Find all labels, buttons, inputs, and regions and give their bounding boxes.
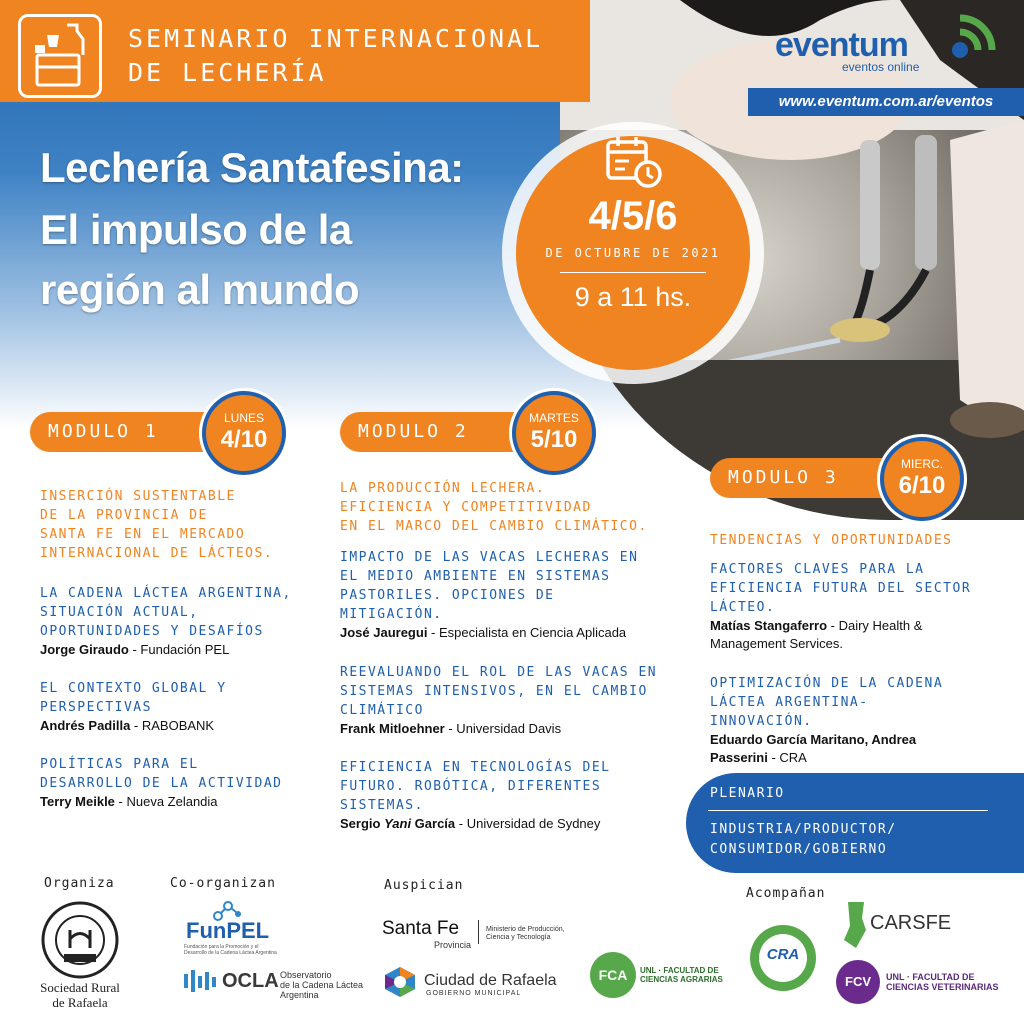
module-1-topic: INSERCIÓN SUSTENTABLE DE LA PROVINCIA DE SANTA FE EN EL MERCADO INTERNACIONAL DE LÁCTEOS. (40, 489, 274, 561)
organiza-label: Organiza (44, 876, 115, 891)
eventum-name: eventum (775, 26, 908, 64)
module-3-talk-1: FACTORES CLAVES PARA LA EFICIENCIA FUTURA DEL SECTOR LÁCTEO. Matías Stangaferro - Dairy Health & Management Services. (710, 562, 972, 651)
fca-logo: FCA (590, 952, 636, 998)
rafaela-subtitle: GOBIERNO MUNICIPAL (426, 990, 522, 997)
module-3-day: MIERC. (901, 457, 943, 471)
ocla-subtitle: Observatorio de la Cadena Láctea Argentina (280, 970, 364, 1000)
eventum-url-link[interactable]: www.eventum.com.ar/eventos (748, 88, 1024, 116)
speaker-name: José Jauregui (340, 625, 428, 640)
seminar-title-line2: DE LECHERÍA (128, 58, 327, 87)
speaker-name: Andrés Padilla (40, 718, 131, 733)
speaker-name-line2: Passerini (710, 750, 768, 765)
ocla-bars-icon (184, 970, 220, 992)
speaker-org: - RABOBANK (130, 718, 215, 733)
santa-fe-divider (478, 920, 479, 944)
wifi-signal-icon (940, 10, 1000, 70)
calendar-clock-icon (604, 134, 664, 190)
speaker-org: - Nueva Zelandia (114, 794, 218, 809)
santa-fe-logo: Santa Fe (382, 918, 460, 939)
module-3-talk-2: OPTIMIZACIÓN DE LA CADENA LÁCTEA ARGENTINA- INNOVACIÓN. Eduardo García Maritano, Andrea Passerini - CRA (710, 676, 944, 765)
module-2-talk-2: REEVALUANDO EL ROL DE LAS VACAS EN SISTEMAS INTENSIVOS, EN EL CAMBIO CLIMÁTICO Frank Mitloehner - Universidad Davis (340, 665, 658, 736)
speaker-name: Terry Meikle (40, 794, 115, 809)
main-title-line2: El impulso de la (40, 206, 352, 253)
santa-fe-ministerio: Ministerio de Producción, Ciencia y Tecnología (486, 926, 565, 941)
carsfe-province-icon (842, 900, 868, 950)
funpel-logo: FunPEL (186, 918, 270, 943)
sociedad-rural-name: Sociedad Rural de Rafaela (40, 980, 120, 1010)
speaker-org: - Universidad de Sydney (455, 816, 601, 831)
module-1-talk-3: POLÍTICAS PARA EL DESARROLLO DE LA ACTIVIDAD Terry Meikle - Nueva Zelandia (40, 757, 283, 809)
event-month: DE OCTUBRE DE 2021 (545, 246, 721, 260)
cra-logo: CRA (766, 946, 800, 963)
ocla-logo: OCLA (222, 970, 279, 992)
module-2-talk-3: EFICIENCIA EN TECNOLOGÍAS DEL FUTURO. ROBÓTICA, DIFERENTES SISTEMAS. Sergio Yani García - Universidad de Sydney (340, 760, 611, 831)
auspician-label: Auspician (384, 878, 464, 893)
speaker-org: - Especialista en Ciencia Aplicada (427, 625, 627, 640)
speaker-name: Sergio (340, 816, 385, 831)
speaker-org: - CRA (767, 750, 807, 765)
speaker-org: - Dairy Health & (827, 618, 923, 633)
module-3-date: 6/10 (898, 472, 946, 499)
module-3-badge (880, 437, 964, 521)
acompanan-label: Acompañan (746, 886, 826, 901)
module-3-topic: TENDENCIAS Y OPORTUNIDADES (710, 533, 953, 548)
speaker-surname: García (411, 816, 456, 831)
fcv-text: UNL · FACULTAD DE CIENCIAS VETERINARIAS (886, 972, 999, 992)
main-title-line3: región al mundo (40, 266, 360, 313)
eventum-tagline: eventos online (842, 60, 920, 74)
funpel-subtitle: Fundación para la Promoción y el Desarrollo de la Cadena Láctea Argentina (184, 944, 277, 956)
speaker-name-italic: Yani (384, 816, 412, 831)
module-1-badge (202, 391, 286, 475)
module-3-bar: MODULO 3 (710, 458, 950, 498)
speaker-org: - Fundación PEL (128, 642, 230, 657)
santa-fe-provincia: Provincia (434, 940, 472, 950)
module-2-date: 5/10 (530, 426, 578, 453)
speaker-org: - Universidad Davis (444, 721, 562, 736)
date-divider (560, 272, 706, 273)
coorganizan-label: Co-organizan (170, 876, 276, 891)
plenario-divider (708, 810, 988, 811)
speaker-org-line2: Management Services. (710, 636, 843, 651)
module-1-talk-1: LA CADENA LÁCTEA ARGENTINA, SITUACIÓN ACTUAL, OPORTUNIDADES Y DESAFÍOS Jorge Giraudo - Fundación PEL (40, 586, 292, 657)
main-title-line1: Lechería Santafesina: (40, 144, 464, 191)
fcv-logo: FCV (836, 960, 880, 1004)
speaker-name: Eduardo García Maritano, Andrea (710, 732, 917, 747)
module-1-talk-2: EL CONTEXTO GLOBAL Y PERSPECTIVAS Andrés Padilla - RABOBANK (40, 681, 227, 733)
sociedad-rural-seal-icon (40, 900, 120, 980)
module-1-date: 4/10 (220, 426, 268, 453)
seminar-title-line1: SEMINARIO INTERNACIONAL (128, 24, 544, 53)
module-2-topic: LA PRODUCCIÓN LECHERA. EFICIENCIA Y COMPETITIVIDAD EN EL MARCO DEL CAMBIO CLIMÁTICO. (340, 481, 648, 534)
milk-products-icon (18, 14, 102, 98)
rafaela-logo: Ciudad de Rafaela (424, 972, 557, 989)
module-2-bar: MODULO 2 (340, 412, 570, 452)
event-hours: 9 a 11 hs. (574, 282, 692, 312)
speaker-name: Matías Stangaferro (710, 618, 828, 633)
rafaela-hexagon-icon (382, 966, 418, 998)
module-2-talk-1: IMPACTO DE LAS VACAS LECHERAS EN EL MEDIO AMBIENTE EN SISTEMAS PASTORILES. OPCIONES DE MITIGACIÓN. José Jauregui - Especialista en Ciencia Aplicada (340, 550, 639, 640)
plenario-subjects: INDUSTRIA/PRODUCTOR/ CONSUMIDOR/GOBIERNO (710, 822, 897, 857)
speaker-name: Jorge Giraudo (40, 642, 129, 657)
module-1-bar: MODULO 1 (30, 412, 260, 452)
plenario-title: PLENARIO (710, 786, 785, 801)
speaker-name: Frank Mitloehner (340, 721, 445, 736)
fca-text: UNL · FACULTAD DE CIENCIAS AGRARIAS (640, 966, 723, 984)
module-2-day: MARTES (529, 411, 579, 425)
event-days: 4/5/6 (588, 194, 678, 238)
module-1-day: LUNES (223, 411, 264, 425)
carsfe-logo: CARSFE (870, 912, 952, 934)
module-2-badge (512, 391, 596, 475)
